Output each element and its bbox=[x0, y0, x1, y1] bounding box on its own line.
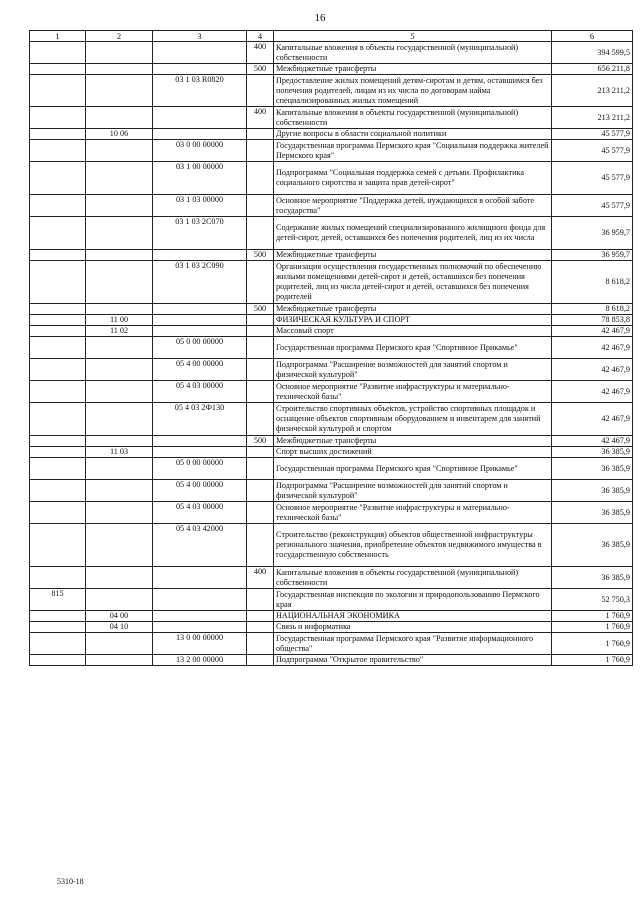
cell-admin-code bbox=[30, 337, 86, 359]
cell-amount: 8 618,2 bbox=[552, 304, 633, 315]
cell-description: Основное мероприятие "Развитие инфраструктуры и материально-технической базы" bbox=[274, 381, 552, 403]
cell-amount: 36 385,9 bbox=[552, 524, 633, 567]
cell-admin-code bbox=[30, 64, 86, 75]
cell-admin-code: 815 bbox=[30, 589, 86, 611]
cell-description: Подпрограмма "Социальная поддержка семей с детьми. Профилактика социального сиротства и защита прав детей-сирот" bbox=[274, 162, 552, 195]
cell-amount: 42 467,9 bbox=[552, 403, 633, 436]
cell-expense-type bbox=[247, 129, 274, 140]
cell-amount: 36 959,7 bbox=[552, 217, 633, 250]
cell-expense-type bbox=[247, 359, 274, 381]
cell-section bbox=[86, 250, 153, 261]
header-cell: 3 bbox=[153, 31, 247, 42]
cell-amount: 1 760,9 bbox=[552, 622, 633, 633]
cell-target-article: 05 4 03 00000 bbox=[153, 502, 247, 524]
table-row bbox=[30, 315, 633, 326]
cell-amount: 394 599,5 bbox=[552, 42, 633, 64]
table-row bbox=[30, 304, 633, 315]
cell-target-article bbox=[153, 589, 247, 611]
cell-admin-code bbox=[30, 140, 86, 162]
cell-target-article: 03 1 03 2С070 bbox=[153, 217, 247, 250]
cell-section bbox=[86, 140, 153, 162]
cell-expense-type: 500 bbox=[247, 250, 274, 261]
cell-target-article: 03 1 03 R0820 bbox=[153, 75, 247, 107]
header-cell: 5 bbox=[274, 31, 552, 42]
table-row bbox=[30, 140, 633, 162]
cell-section bbox=[86, 304, 153, 315]
cell-amount: 36 385,9 bbox=[552, 480, 633, 502]
table-row bbox=[30, 633, 633, 655]
cell-amount: 42 467,9 bbox=[552, 436, 633, 447]
cell-admin-code bbox=[30, 129, 86, 140]
cell-admin-code bbox=[30, 502, 86, 524]
cell-target-article bbox=[153, 436, 247, 447]
cell-admin-code bbox=[30, 261, 86, 304]
cell-section: 04 10 bbox=[86, 622, 153, 633]
cell-expense-type: 400 bbox=[247, 42, 274, 64]
cell-target-article bbox=[153, 304, 247, 315]
cell-description: Подпрограмма "Открытое правительство" bbox=[274, 655, 552, 666]
cell-description: ФИЗИЧЕСКАЯ КУЛЬТУРА И СПОРТ bbox=[274, 315, 552, 326]
header-cell: 6 bbox=[552, 31, 633, 42]
cell-description: Другие вопросы в области социальной политики bbox=[274, 129, 552, 140]
cell-expense-type bbox=[247, 589, 274, 611]
cell-description: Государственная программа Пермского края "Спортивное Прикамье" bbox=[274, 458, 552, 480]
header-cell: 4 bbox=[247, 31, 274, 42]
cell-description: Основное мероприятие "Развитие инфраструктуры и материально-технической базы" bbox=[274, 502, 552, 524]
table-row bbox=[30, 75, 633, 107]
page-number: 16 bbox=[314, 12, 326, 24]
cell-target-article bbox=[153, 622, 247, 633]
table-row bbox=[30, 129, 633, 140]
table-body bbox=[30, 42, 633, 666]
cell-section bbox=[86, 261, 153, 304]
cell-description: Государственная инспекция по экологии и природопользованию Пермского края bbox=[274, 589, 552, 611]
cell-target-article: 05 4 00 00000 bbox=[153, 359, 247, 381]
cell-section: 10 06 bbox=[86, 129, 153, 140]
cell-target-article bbox=[153, 447, 247, 458]
cell-description: Основное мероприятие "Поддержка детей, нуждающихся в особой заботе государства" bbox=[274, 195, 552, 217]
cell-section bbox=[86, 458, 153, 480]
table-row bbox=[30, 436, 633, 447]
cell-target-article bbox=[153, 250, 247, 261]
cell-expense-type bbox=[247, 633, 274, 655]
table-row bbox=[30, 107, 633, 129]
cell-amount: 213 211,2 bbox=[552, 75, 633, 107]
cell-target-article bbox=[153, 326, 247, 337]
table-row bbox=[30, 655, 633, 666]
table-row bbox=[30, 611, 633, 622]
cell-section bbox=[86, 655, 153, 666]
cell-expense-type: 500 bbox=[247, 304, 274, 315]
cell-expense-type bbox=[247, 261, 274, 304]
cell-section bbox=[86, 42, 153, 64]
cell-section bbox=[86, 524, 153, 567]
cell-description: Межбюджетные трансферты bbox=[274, 304, 552, 315]
cell-amount: 45 577,9 bbox=[552, 140, 633, 162]
cell-description: Государственная программа Пермского края "Развитие информационного общества" bbox=[274, 633, 552, 655]
cell-admin-code bbox=[30, 458, 86, 480]
cell-amount: 42 467,9 bbox=[552, 337, 633, 359]
cell-description: Межбюджетные трансферты bbox=[274, 250, 552, 261]
cell-amount: 52 750,3 bbox=[552, 589, 633, 611]
cell-expense-type bbox=[247, 326, 274, 337]
cell-expense-type bbox=[247, 381, 274, 403]
cell-admin-code bbox=[30, 567, 86, 589]
cell-description: Строительство (реконструкция) объектов общественной инфраструктуры регионального значения, приобретение объектов недвижимого имущества в государственную собственность bbox=[274, 524, 552, 567]
cell-admin-code bbox=[30, 480, 86, 502]
cell-admin-code bbox=[30, 524, 86, 567]
cell-target-article bbox=[153, 611, 247, 622]
cell-target-article: 03 1 03 2С090 bbox=[153, 261, 247, 304]
cell-amount: 42 467,9 bbox=[552, 381, 633, 403]
cell-description: Капитальные вложения в объекты государственной (муниципальной) собственности bbox=[274, 42, 552, 64]
cell-section bbox=[86, 107, 153, 129]
cell-expense-type bbox=[247, 315, 274, 326]
cell-amount: 45 577,9 bbox=[552, 195, 633, 217]
cell-expense-type: 400 bbox=[247, 107, 274, 129]
cell-section bbox=[86, 502, 153, 524]
cell-amount: 1 760,9 bbox=[552, 655, 633, 666]
table-header-row bbox=[30, 31, 633, 42]
cell-admin-code bbox=[30, 381, 86, 403]
cell-section bbox=[86, 633, 153, 655]
cell-section: 11 00 bbox=[86, 315, 153, 326]
cell-target-article: 05 0 00 00000 bbox=[153, 337, 247, 359]
cell-amount: 8 618,2 bbox=[552, 261, 633, 304]
cell-section: 04 00 bbox=[86, 611, 153, 622]
cell-amount: 45 577,9 bbox=[552, 129, 633, 140]
cell-description: Спорт высших достижений bbox=[274, 447, 552, 458]
cell-expense-type: 500 bbox=[247, 64, 274, 75]
table-row bbox=[30, 502, 633, 524]
cell-description: Межбюджетные трансферты bbox=[274, 436, 552, 447]
cell-admin-code bbox=[30, 655, 86, 666]
cell-admin-code bbox=[30, 304, 86, 315]
cell-target-article bbox=[153, 129, 247, 140]
cell-section bbox=[86, 217, 153, 250]
cell-expense-type bbox=[247, 447, 274, 458]
cell-amount: 45 577,9 bbox=[552, 162, 633, 195]
cell-admin-code bbox=[30, 75, 86, 107]
cell-admin-code bbox=[30, 633, 86, 655]
cell-section bbox=[86, 403, 153, 436]
table-row bbox=[30, 480, 633, 502]
cell-description: Подпрограмма "Расширение возможностей для занятий спортом и физической культурой" bbox=[274, 359, 552, 381]
table-row bbox=[30, 162, 633, 195]
cell-target-article: 13 2 00 00000 bbox=[153, 655, 247, 666]
cell-admin-code bbox=[30, 611, 86, 622]
cell-expense-type bbox=[247, 140, 274, 162]
cell-section bbox=[86, 195, 153, 217]
cell-amount: 42 467,9 bbox=[552, 326, 633, 337]
cell-description: Связь и информатика bbox=[274, 622, 552, 633]
cell-admin-code bbox=[30, 315, 86, 326]
cell-target-article: 13 0 00 00000 bbox=[153, 633, 247, 655]
cell-section bbox=[86, 480, 153, 502]
cell-description: Государственная программа Пермского края "Спортивное Прикамье" bbox=[274, 337, 552, 359]
cell-admin-code bbox=[30, 107, 86, 129]
table-row bbox=[30, 42, 633, 64]
cell-section bbox=[86, 567, 153, 589]
cell-description: Строительство спортивных объектов, устройство спортивных площадок и оснащение объектов спортивным оборудованием и инвентарем для занятий физической культурой и спортом bbox=[274, 403, 552, 436]
cell-description: Государственная программа Пермского края "Социальная поддержка жителей Пермского края" bbox=[274, 140, 552, 162]
cell-admin-code bbox=[30, 250, 86, 261]
cell-section: 11 03 bbox=[86, 447, 153, 458]
cell-expense-type bbox=[247, 458, 274, 480]
cell-target-article: 03 1 00 00000 bbox=[153, 162, 247, 195]
cell-section bbox=[86, 359, 153, 381]
cell-amount: 36 385,9 bbox=[552, 502, 633, 524]
table-row bbox=[30, 567, 633, 589]
cell-expense-type bbox=[247, 622, 274, 633]
cell-amount: 213 211,2 bbox=[552, 107, 633, 129]
cell-expense-type bbox=[247, 337, 274, 359]
cell-target-article bbox=[153, 567, 247, 589]
cell-description: Массовый спорт bbox=[274, 326, 552, 337]
table-row bbox=[30, 195, 633, 217]
cell-expense-type bbox=[247, 655, 274, 666]
cell-expense-type bbox=[247, 162, 274, 195]
table-row bbox=[30, 250, 633, 261]
table-row bbox=[30, 403, 633, 436]
table-row bbox=[30, 458, 633, 480]
cell-target-article bbox=[153, 315, 247, 326]
cell-expense-type bbox=[247, 502, 274, 524]
cell-admin-code bbox=[30, 326, 86, 337]
cell-target-article: 05 4 03 2Ф130 bbox=[153, 403, 247, 436]
cell-amount: 78 853,8 bbox=[552, 315, 633, 326]
cell-target-article bbox=[153, 64, 247, 75]
cell-section bbox=[86, 337, 153, 359]
cell-expense-type bbox=[247, 75, 274, 107]
cell-expense-type bbox=[247, 195, 274, 217]
cell-admin-code bbox=[30, 622, 86, 633]
cell-description: Организация осуществления государственных полномочий по обеспечению жилыми помещениями детей-сирот и детей, оставшихся без попечения родителей, лиц из числа детей-сирот и детей, оставшихся без попечения родителей bbox=[274, 261, 552, 304]
cell-admin-code bbox=[30, 162, 86, 195]
cell-expense-type bbox=[247, 480, 274, 502]
table-row bbox=[30, 64, 633, 75]
cell-target-article: 05 4 00 00000 bbox=[153, 480, 247, 502]
cell-target-article bbox=[153, 42, 247, 64]
cell-amount: 1 760,9 bbox=[552, 633, 633, 655]
cell-description: НАЦИОНАЛЬНАЯ ЭКОНОМИКА bbox=[274, 611, 552, 622]
cell-admin-code bbox=[30, 195, 86, 217]
header-cell: 1 bbox=[30, 31, 86, 42]
cell-section bbox=[86, 589, 153, 611]
table-row bbox=[30, 359, 633, 381]
cell-target-article: 03 0 00 00000 bbox=[153, 140, 247, 162]
cell-admin-code bbox=[30, 436, 86, 447]
cell-target-article: 03 1 03 00000 bbox=[153, 195, 247, 217]
cell-section bbox=[86, 162, 153, 195]
header-cell: 2 bbox=[86, 31, 153, 42]
budget-table bbox=[29, 30, 633, 666]
cell-expense-type: 400 bbox=[247, 567, 274, 589]
table-row bbox=[30, 337, 633, 359]
cell-expense-type bbox=[247, 403, 274, 436]
cell-amount: 36 385,9 bbox=[552, 458, 633, 480]
cell-description: Подпрограмма "Расширение возможностей для занятий спортом и физической культурой" bbox=[274, 480, 552, 502]
cell-admin-code bbox=[30, 42, 86, 64]
cell-expense-type: 500 bbox=[247, 436, 274, 447]
cell-amount: 42 467,9 bbox=[552, 359, 633, 381]
table-row bbox=[30, 326, 633, 337]
cell-admin-code bbox=[30, 359, 86, 381]
table-row bbox=[30, 217, 633, 250]
cell-section bbox=[86, 381, 153, 403]
cell-section bbox=[86, 75, 153, 107]
cell-expense-type bbox=[247, 524, 274, 567]
cell-description: Межбюджетные трансферты bbox=[274, 64, 552, 75]
cell-expense-type bbox=[247, 611, 274, 622]
cell-amount: 36 959,7 bbox=[552, 250, 633, 261]
cell-description: Предоставление жилых помещений детям-сиротам и детям, оставшимся без попечения родителей, лицам из их числа по договорам найма специализированных жилых помещений bbox=[274, 75, 552, 107]
table-row bbox=[30, 589, 633, 611]
cell-target-article: 05 0 00 00000 bbox=[153, 458, 247, 480]
table-row bbox=[30, 622, 633, 633]
cell-amount: 36 385,9 bbox=[552, 447, 633, 458]
cell-admin-code bbox=[30, 403, 86, 436]
cell-amount: 656 211,8 bbox=[552, 64, 633, 75]
cell-admin-code bbox=[30, 447, 86, 458]
cell-section bbox=[86, 64, 153, 75]
cell-expense-type bbox=[247, 217, 274, 250]
cell-admin-code bbox=[30, 217, 86, 250]
cell-description: Капитальные вложения в объекты государственной (муниципальной) собственности bbox=[274, 107, 552, 129]
cell-target-article: 05 4 03 00000 bbox=[153, 381, 247, 403]
table-row bbox=[30, 447, 633, 458]
cell-section bbox=[86, 436, 153, 447]
cell-target-article bbox=[153, 107, 247, 129]
footer-code: 5310-18 bbox=[57, 877, 84, 886]
cell-section: 11 02 bbox=[86, 326, 153, 337]
table-row bbox=[30, 524, 633, 567]
cell-target-article: 05 4 03 42000 bbox=[153, 524, 247, 567]
table-row bbox=[30, 261, 633, 304]
cell-description: Содержание жилых помещений специализированного жилищного фонда для детей-сирот, детей, оставшихся без попечения родителей, лиц из их числа bbox=[274, 217, 552, 250]
cell-amount: 1 760,9 bbox=[552, 611, 633, 622]
cell-description: Капитальные вложения в объекты государственной (муниципальной) собственности bbox=[274, 567, 552, 589]
cell-amount: 36 385,9 bbox=[552, 567, 633, 589]
table-row bbox=[30, 381, 633, 403]
